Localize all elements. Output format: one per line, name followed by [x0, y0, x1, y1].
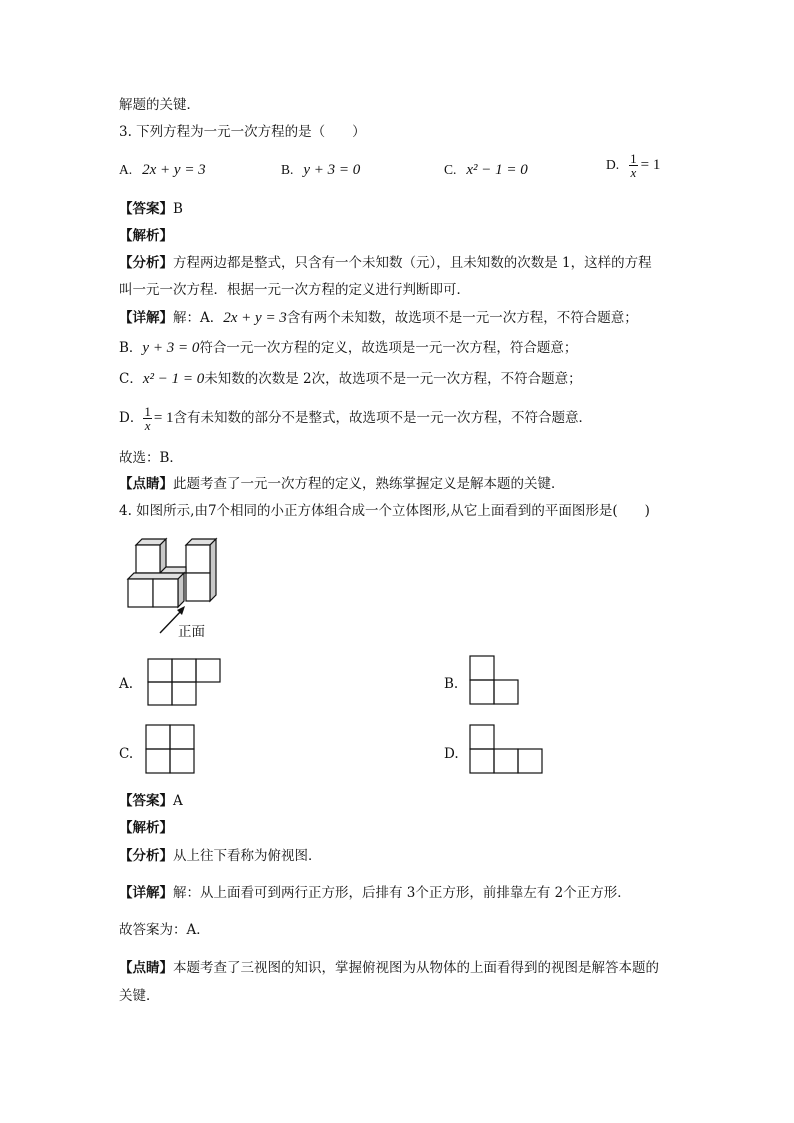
q4-answer: 【答案】A [119, 793, 183, 809]
option-expr: 2x + y = 3 [142, 162, 206, 178]
q3-choose: 故选：B． [119, 450, 183, 466]
q4-option-a-figure [147, 658, 221, 706]
q4-option-c-label: C. [119, 746, 134, 762]
option-expr: = 1 [640, 157, 661, 173]
q4-dianjing-line1: 【点睛】本题考查了三视图的知识，掌握俯视图为从物体的上面看得到的视图是解答本题的 [119, 960, 659, 976]
q3-answer: 【答案】B [119, 201, 183, 217]
q4-option-d-figure [469, 724, 543, 774]
q4-dianjing-line2: 关键． [119, 988, 160, 1004]
q3-fenxi-line2: 叫一元一次方程．根据一元一次方程的定义进行判断即可． [119, 282, 470, 298]
option-label: C. [444, 162, 457, 177]
q3-option-a [119, 160, 206, 180]
q4-analysis-tag: 【解析】 [119, 820, 173, 836]
q3-fenxi-line1: 【分析】方程两边都是整式，只含有一个未知数（元），且未知数的次数是 1，这样的方程 [119, 255, 652, 271]
q3-dianjing: 【点睛】此题考查了一元一次方程的定义，熟练掌握定义是解本题的关键． [119, 476, 565, 492]
q4-option-a-label: A. [119, 676, 134, 692]
q4-option-d-label: D. [444, 746, 459, 762]
intro-end-text: 解题的关键． [119, 97, 200, 113]
option-label: B. [281, 162, 294, 177]
option-label: D. [606, 157, 620, 172]
q4-result: 故答案为：A． [119, 922, 210, 938]
q3-option-c [444, 160, 528, 180]
q4-option-b-label: B. [444, 676, 459, 692]
option-label: A. [119, 162, 133, 177]
q3-option-d [606, 152, 660, 179]
front-label: 正面 [178, 624, 205, 640]
fraction: $\frac{1}{x}$ [630, 151, 637, 180]
q3-detail-d: D． $\frac{1}{x}$ = 1含有未知数的部分不是整式，故选项不是一元一次方程，不符合题意． [119, 404, 593, 433]
cube-stack-figure [125, 535, 225, 640]
q3-analysis-tag: 【解析】 [119, 228, 173, 244]
q3-option-b [281, 160, 360, 180]
q4-detail: 【详解】解：从上面看可到两行正方形，后排有 3个正方形，前排靠左有 2个正方形． [119, 885, 631, 901]
fraction: $\frac{1}{x}$ [144, 404, 151, 433]
q4-fenxi: 【分析】从上往下看称为俯视图． [119, 848, 322, 864]
q4-title: 4. 如图所示,由7个相同的小正方体组合成一个立体图形,从它上面看到的平面图形是( ) [119, 503, 650, 519]
q3-detail-a: 【详解】解：A．2x + y = 3含有两个未知数，故选项不是一元一次方程，不符合题意； [119, 310, 638, 326]
q3-title: 3. 下列方程为一元一次方程的是（ ） [119, 124, 366, 140]
option-expr: y + 3 = 0 [303, 162, 361, 178]
option-expr: x² − 1 = 0 [466, 162, 528, 178]
q3-detail-b: B．y + 3 = 0符合一元一次方程的定义，故选项是一元一次方程，符合题意； [119, 340, 578, 356]
q4-option-b-figure [469, 655, 519, 705]
q4-option-c-figure [145, 724, 195, 774]
q3-detail-c: C．x² − 1 = 0未知数的次数是 2次，故选项不是一元一次方程，不符合题意； [119, 371, 582, 387]
